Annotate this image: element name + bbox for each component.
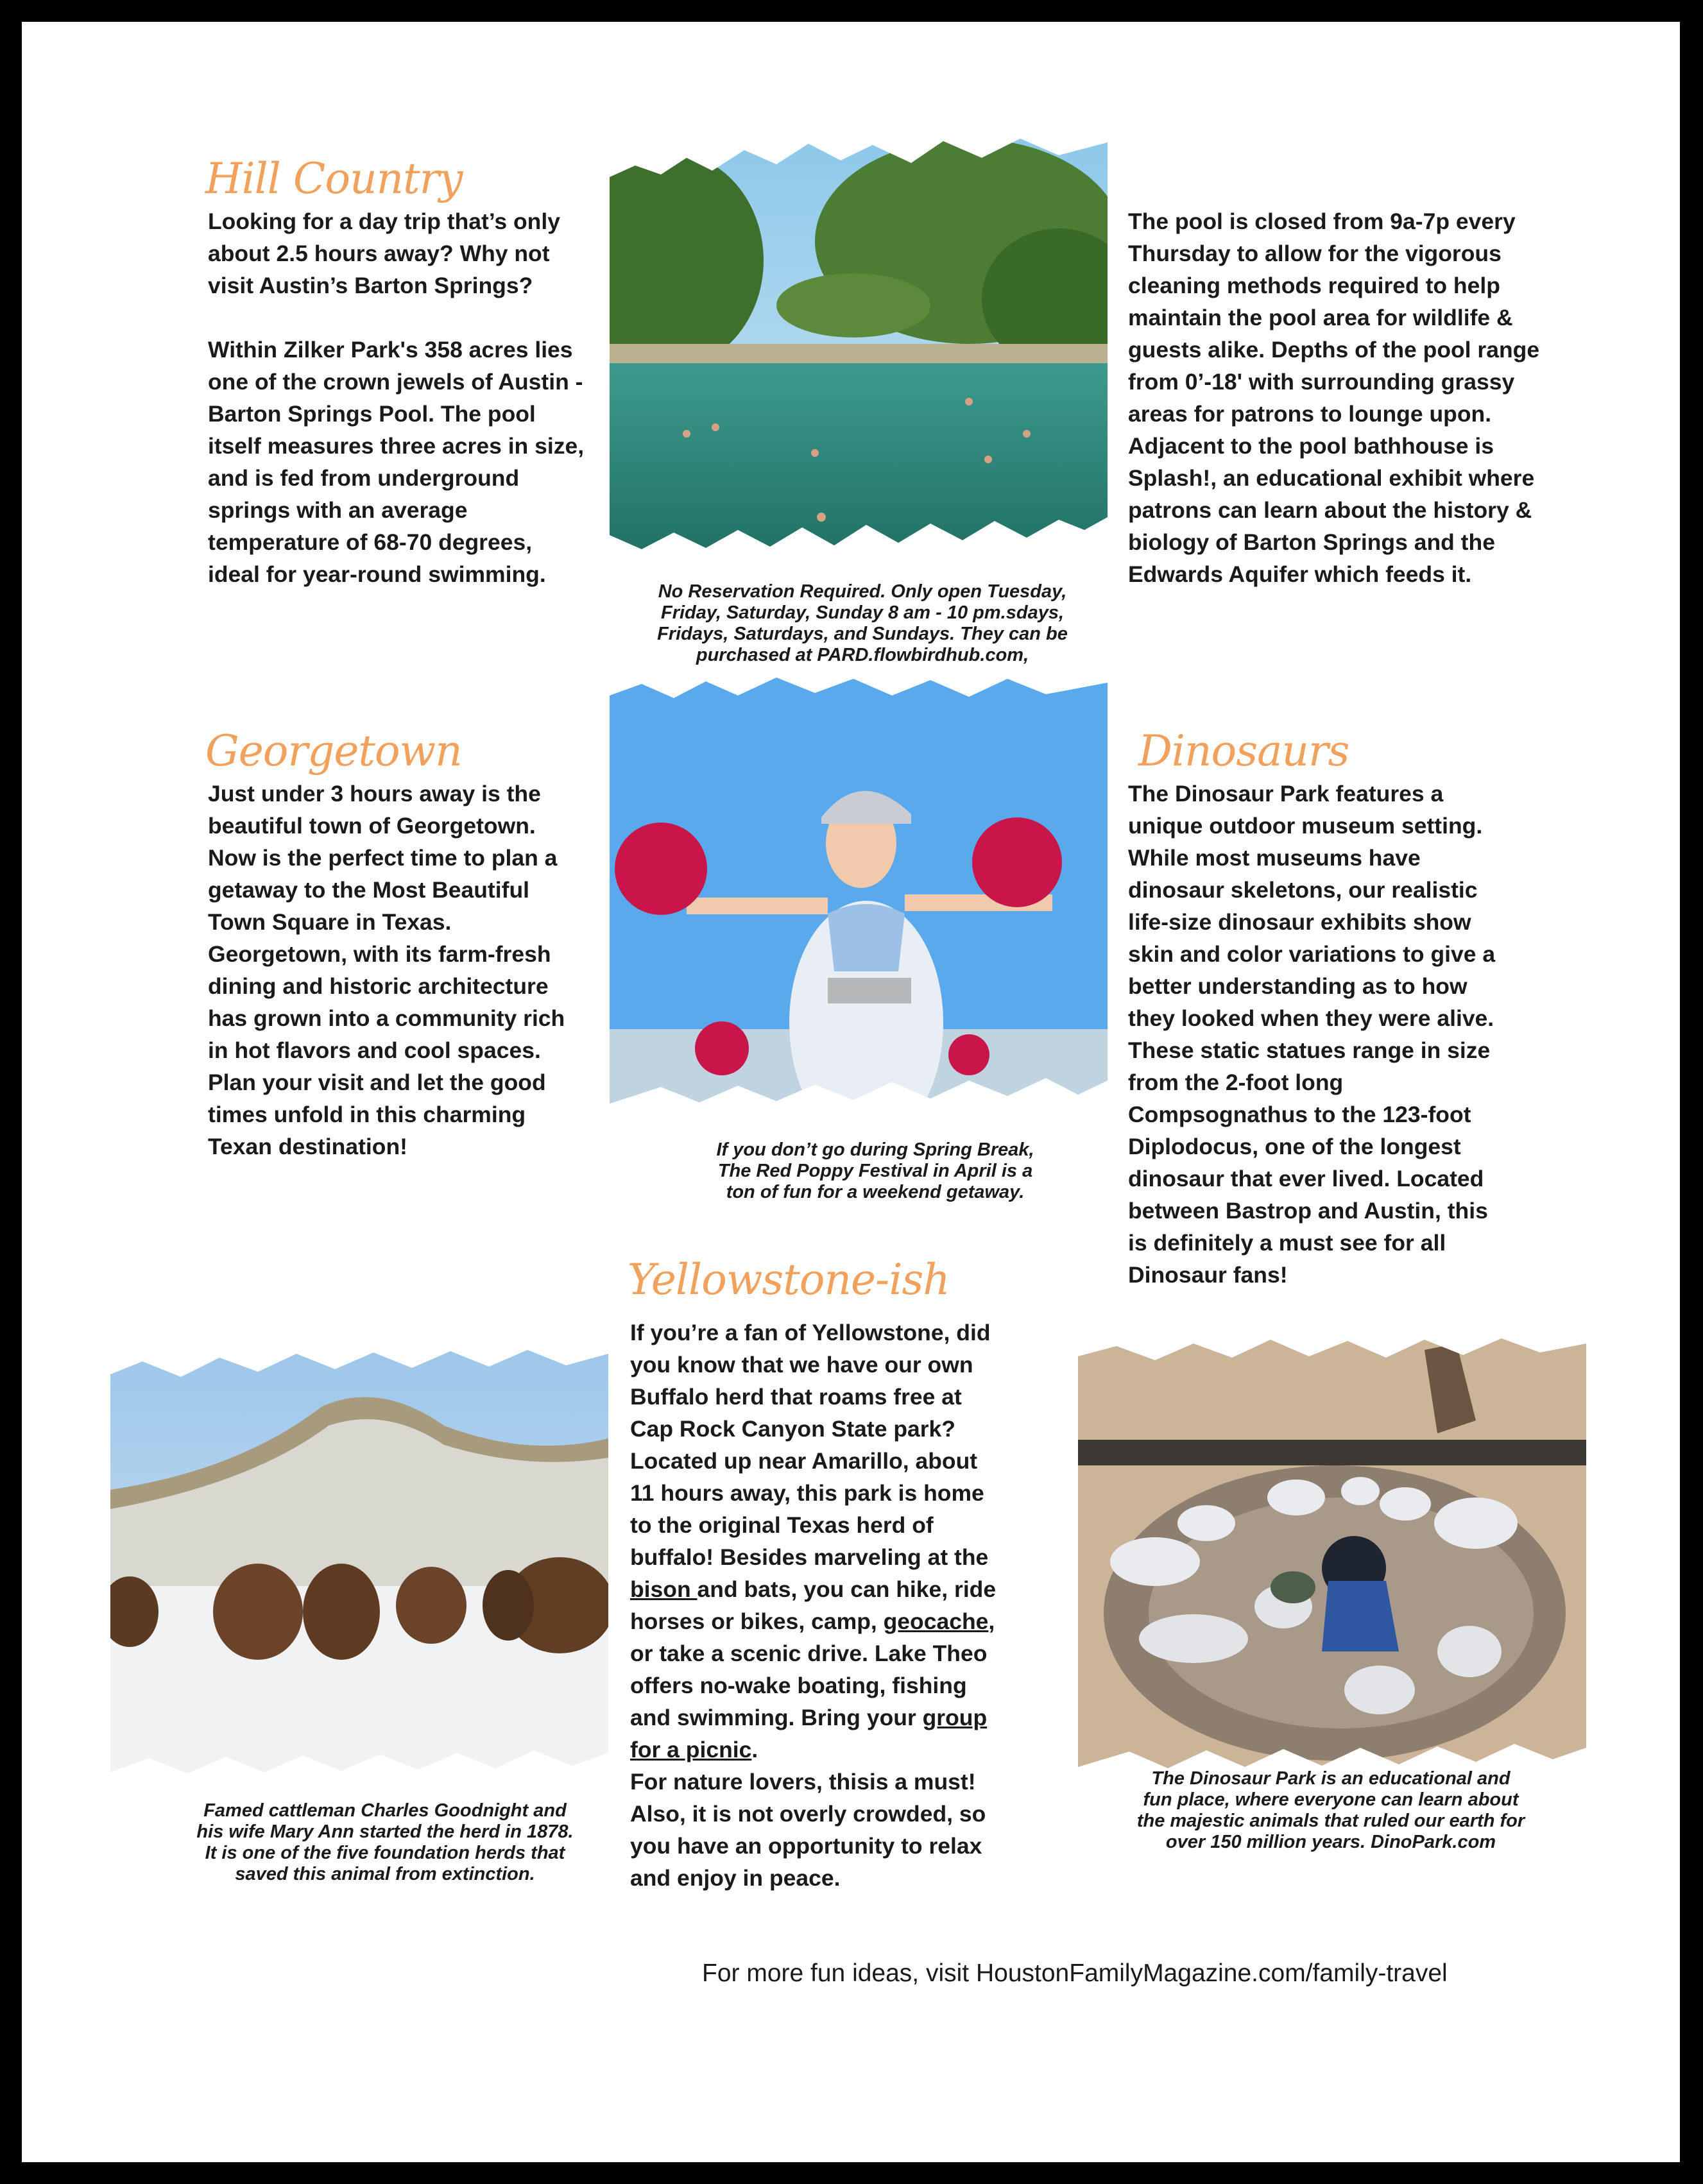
group-picnic-link[interactable]: group for a picnic — [630, 1705, 988, 1762]
hill-country-caption: No Reservation Required. Only open Tuesday, Friday, Saturday, Sunday 8 am - 10 pm.sdays, Fridays, Saturdays, and Sundays. They can be purchased at PARD.flowbirdhub.com, — [657, 581, 1068, 665]
yellowstone-caption: Famed cattleman Charles Goodnight and his wife Mary Ann started the herd in 1878. It is one of the five foundation herds that saved this animal from extinction. — [196, 1800, 574, 1884]
hill-country-heading: Hill Country — [205, 154, 463, 203]
dinosaurs-heading: Dinosaurs — [1138, 726, 1349, 776]
yellowstone-body — [630, 1317, 1047, 1894]
yellowstone-text-part: If you’re a fan of Yellowstone, did you know that we have our own Buffalo herd that roams free at Cap Rock Canyon State park? Located up near Amarillo, about 11 hours away, this park is home to the original Texas herd of buffalo! Besides marveling at the — [630, 1320, 991, 1570]
dinosaurs-body: The Dinosaur Park features a unique outdoor museum setting. While most museums have dinosaur skeletons, our realistic life-size dinosaur exhibits show skin and color variations to give a better understanding as to how they looked when they were alive. These static statues range in size from the 2-foot long Compsognathus to the 123-foot Diplodocus, one of the longest dinosaur that ever lived. Located between Bastrop and Austin, this is definitely a must see for all Dinosaur fans! — [1128, 781, 1496, 1288]
hill-country-pool-info: The pool is closed from 9a-7p every Thursday to allow for the vigorous cleaning methods required to help maintain the pool area for wildlife & guests alike. Depths of the pool range from 0’-18' with surrounding grassy areas for patrons to lounge upon. Adjacent to the pool bathhouse is Splash!, an educational exhibit where patrons can learn about the history & biology of Barton Springs and the Edwards Aquifer which feeds it. — [1128, 209, 1540, 587]
yellowstone-text-part: and bats, you can hike, ride horses or bikes, camp, — [630, 1576, 997, 1634]
crop-mark — [18, 2133, 22, 2137]
buffalo-herd-photo — [110, 1342, 608, 1791]
crop-mark — [18, 46, 22, 50]
geocache-link[interactable]: geocache — [883, 1608, 989, 1634]
georgetown-heading: Georgetown — [205, 726, 462, 776]
bison-link[interactable]: bison — [630, 1576, 697, 1602]
magazine-page — [22, 22, 1680, 2162]
dinosaurs-caption: The Dinosaur Park is an educational and fun place, where everyone can learn about the majestic animals that ruled our earth for over 150 million years. DinoPark.com — [1136, 1768, 1525, 1852]
yellowstone-heading: Yellowstone-ish — [628, 1255, 950, 1304]
crop-mark — [1681, 2133, 1685, 2137]
barton-springs-photo — [610, 132, 1108, 568]
dinosaur-park-photo — [1078, 1331, 1586, 1784]
footer-link-text[interactable]: For more fun ideas, visit HoustonFamilyMagazine.com/family-travel — [702, 1959, 1448, 1987]
yellowstone-text-part: . For nature lovers, thisis a must! Also, it is not overly crowded, so you have an opportunity to relax and enjoy in peace. — [630, 1737, 986, 1891]
georgetown-body: Just under 3 hours away is the beautiful town of Georgetown. Now is the perfect time to plan a getaway to the Most Beautiful Town Square in Texas. Georgetown, with its farm-fresh dining and historic architecture has grown into a community rich in hot flavors and cool spaces. Plan your visit and let the good times unfold in this charming Texan destination! — [208, 781, 565, 1159]
yellowstone-text-part: , or take a scenic drive. Lake Theo offers no-wake boating, fishing and swimming. Bring your — [630, 1608, 995, 1730]
hill-country-intro: Looking for a day trip that’s only about 2.5 hours away? Why not visit Austin’s Barton Springs? — [208, 209, 560, 298]
red-poppy-festival-photo — [610, 670, 1108, 1120]
georgetown-caption: If you don’t go during Spring Break, The Red Poppy Festival in April is a ton of fun for a weekend getaway. — [716, 1139, 1034, 1202]
hill-country-body: Within Zilker Park's 358 acres lies one of the crown jewels of Austin - Barton Springs Pool. The pool itself measures three acres in size, and is fed from underground springs with an average temperature of 68-70 degrees, ideal for year-round swimming. — [208, 337, 585, 587]
crop-mark — [1681, 46, 1685, 50]
